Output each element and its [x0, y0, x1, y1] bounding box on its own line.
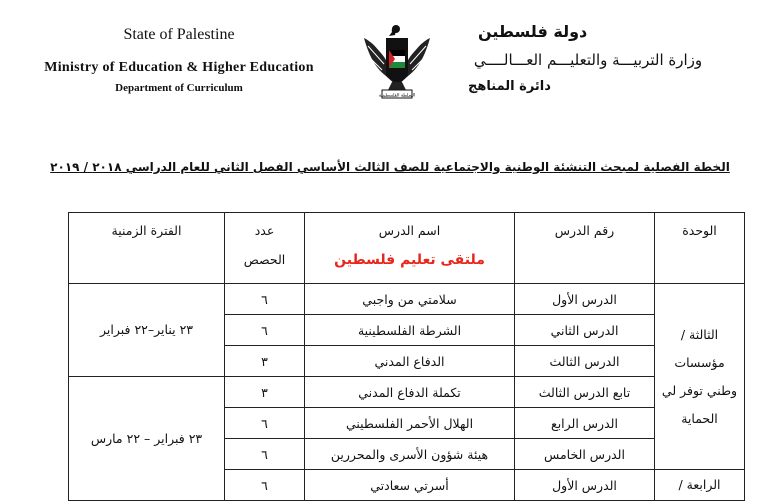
- table-header-row: [69, 213, 745, 284]
- count-cell: ٣: [225, 346, 305, 377]
- lesson-name-cell: تكملة الدفاع المدني: [305, 377, 515, 408]
- table-row: [69, 284, 745, 315]
- lesson-no-cell: الدرس الثالث: [515, 346, 655, 377]
- lesson-name-cell: أسرتي سعادتي: [305, 470, 515, 501]
- header-arabic: [438, 22, 738, 94]
- lesson-no-cell: الدرس الرابع: [515, 408, 655, 439]
- count-cell: ٦: [225, 408, 305, 439]
- header-lesson-name-label: اسم الدرس: [378, 223, 441, 238]
- count-cell: ٦: [225, 315, 305, 346]
- lesson-no-cell: الدرس الثاني: [515, 315, 655, 346]
- lesson-no-cell: الدرس الخامس: [515, 439, 655, 470]
- lesson-name-cell: الهلال الأحمر الفلسطيني: [305, 408, 515, 439]
- watermark-note: ملتقى تعليم فلسطين: [334, 252, 485, 268]
- count-cell: ٦: [225, 439, 305, 470]
- palestine-eagle-emblem: [362, 20, 432, 104]
- header-english: [26, 26, 332, 94]
- ministry-name-en: Ministry of Education & Higher Education: [44, 60, 314, 75]
- lesson-name-cell: الدفاع المدني: [305, 346, 515, 377]
- unit-cell: الرابعة /: [655, 470, 745, 501]
- period-cell: ٢٣ يناير–٢٢ فبراير: [69, 284, 225, 377]
- header-count-bottom: الحصص: [243, 252, 286, 267]
- header-count: [225, 213, 305, 284]
- header-unit: الوحدة: [655, 213, 745, 284]
- department-name-en: Department of Curriculum: [115, 82, 243, 94]
- emblem-caption: السلطة الفلسطينية: [378, 93, 416, 99]
- lesson-plan-table: [68, 212, 745, 501]
- count-cell: ٦: [225, 284, 305, 315]
- state-name-ar: دولة فلسطين: [478, 22, 588, 41]
- header-lesson-no: رقم الدرس: [515, 213, 655, 284]
- department-name-ar: دائرة المناهج: [468, 79, 551, 94]
- header-period: الفترة الزمنية: [69, 213, 225, 284]
- period-cell: ٢٣ فبراير – ٢٢ مارس: [69, 377, 225, 501]
- lesson-no-cell: تابع الدرس الثالث: [515, 377, 655, 408]
- lesson-no-cell: الدرس الأول: [515, 470, 655, 501]
- plan-title: الخطة الفصلية لمبحث التنشئة الوطنية والاجتماعية للصف الثالث الأساسي الفصل الثاني للعام الدراسي ٢٠١٨ / ٢٠١٩: [50, 160, 730, 174]
- count-cell: ٦: [225, 470, 305, 501]
- header-lesson-name: [305, 213, 515, 284]
- lesson-no-cell: الدرس الأول: [515, 284, 655, 315]
- lesson-name-cell: سلامتي من واجبي: [305, 284, 515, 315]
- lesson-name-cell: هيئة شؤون الأسرى والمحررين: [305, 439, 515, 470]
- table-row: [69, 377, 745, 408]
- unit-cell: الثالثة / مؤسسات وطني توفر لي الحماية: [655, 284, 745, 470]
- header-count-top: عدد: [254, 223, 275, 238]
- state-name-en: State of Palestine: [123, 26, 235, 43]
- count-cell: ٣: [225, 377, 305, 408]
- lesson-name-cell: الشرطة الفلسطينية: [305, 315, 515, 346]
- ministry-name-ar: وزارة التربيـــة والتعليـــم العـــالــــي: [473, 51, 703, 69]
